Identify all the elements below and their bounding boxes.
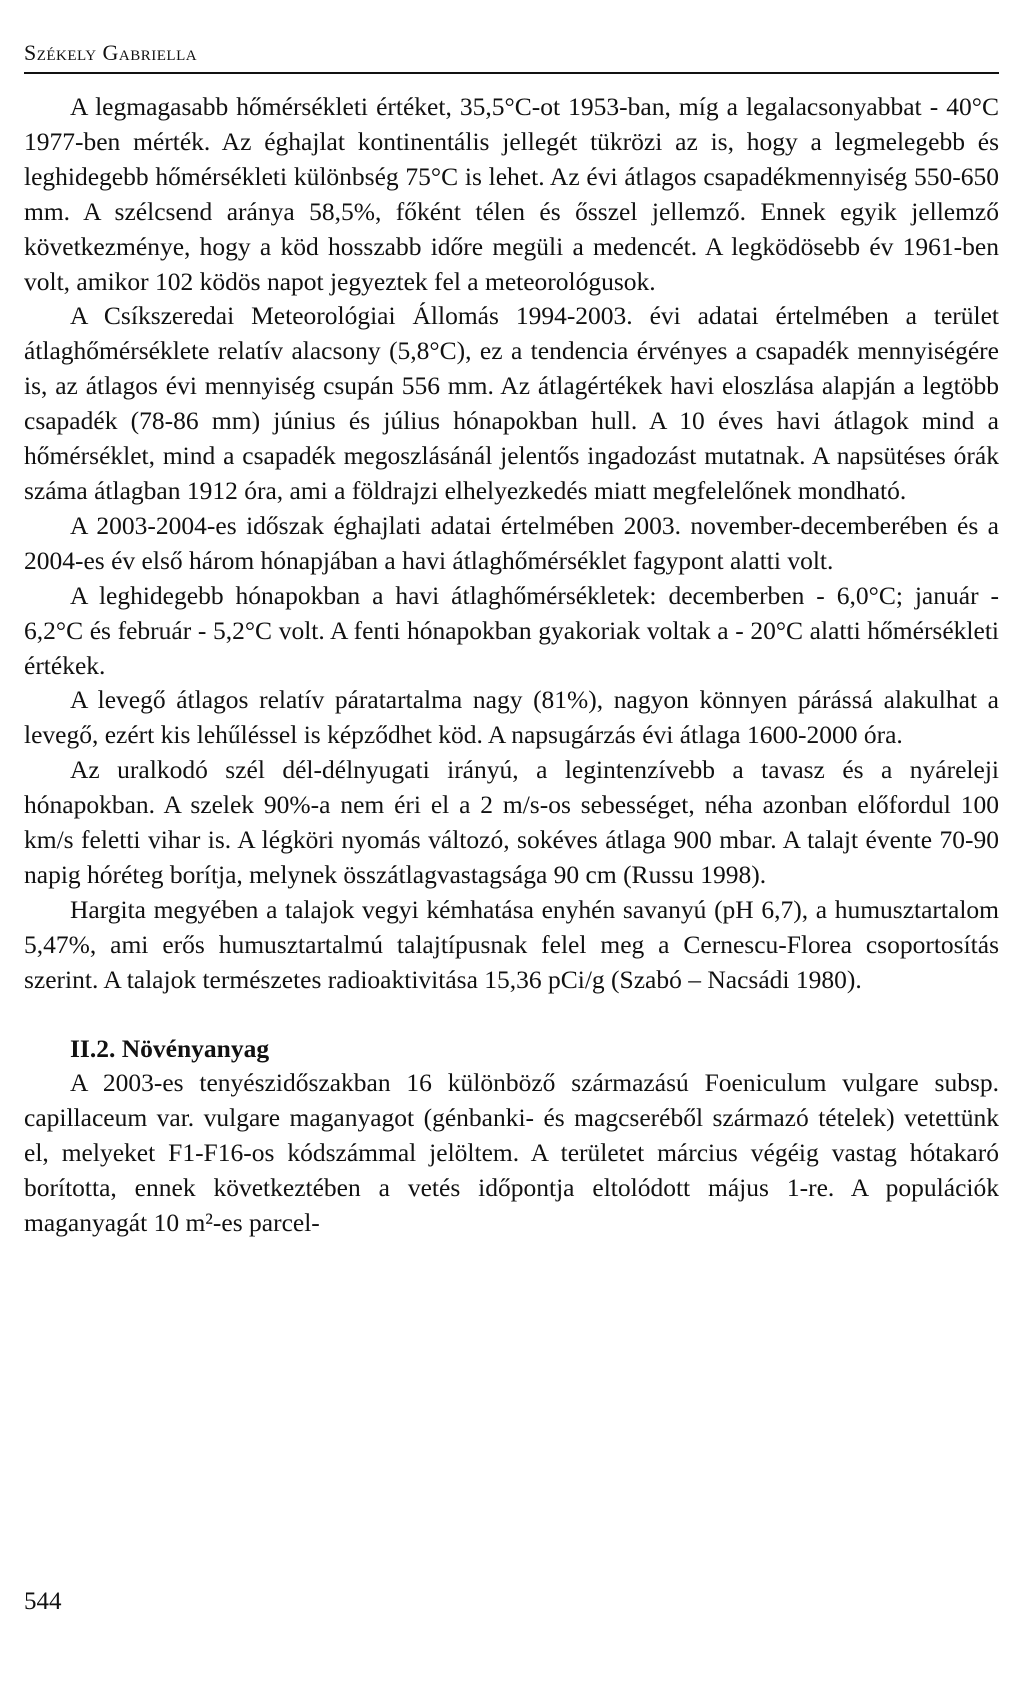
paragraph: A legmagasabb hőmérsékleti értéket, 35,5°C-ot 1953-ban, míg a legalacsonyabbat - 40°C 1977-ben mérték. Az éghajlat kontinentális jellegét tükrözi az is, hogy a legmelegebb és leghidegebb hőmérsékleti különbség 75°C is lehet. Az évi átlagos csapadékmennyiség 550-650 mm. A szélcsend aránya 58,5%, főként télen és ősszel jellemző. Ennek egyik jellemző következménye, hogy a köd hosszabb időre megüli a medencét. A legködösebb év 1961-ben volt, amikor 102 ködös napot jegyeztek fel a meteorológusok.: [24, 92, 999, 296]
paragraph: A 2003-es tenyészidőszakban 16 különböző származású Foeniculum vulgare subsp. capillaceum var. vulgare maganyagot (génbanki- és magcseréből származó tételek) vetettünk el, melyeket F1-F16-os kódszámmal jelöltem. A területet március végéig vastag hótakaró borította, ennek következtében a vetés időpontja eltolódott május 1-re. A populációk maganyagát 10 m²-es parcel-: [24, 1068, 999, 1238]
page-number: 544: [24, 1588, 62, 1615]
running-head: Székely Gabriella: [24, 40, 198, 65]
paragraph: A leghidegebb hónapokban a havi átlaghőmérsékletek: decemberben - 6,0°C; január - 6,2°C és február - 5,2°C volt. A fenti hónapokban gyakoriak voltak a - 20°C alatti hőmérsékleti értékek.: [24, 580, 999, 680]
body-text: [24, 90, 999, 1241]
paragraph: A Csíkszeredai Meteorológiai Állomás 1994-2003. évi adatai értelmében a terület átlaghőmérséklete relatív alacsony (5,8°C), ez a tendencia érvényes a csapadék mennyiségére is, az átlagos évi mennyiség csupán 556 mm. Az átlagértékek havi eloszlása alapján a legtöbb csapadék (78-86 mm) június és július hónapokban hull. A 10 éves havi átlagok mind a hőmérséklet, mind a csapadék megoszlásánál jelentős ingadozást mutatnak. A napsütéses órák száma átlagban 1912 óra, ami a földrajzi elhelyezkedés miatt megfelelőnek mondható.: [24, 301, 999, 505]
section-spacer: [24, 998, 999, 1032]
paragraph: A levegő átlagos relatív páratartalma nagy (81%), nagyon könnyen párássá alakulhat a levegő, ezért kis lehűléssel is képződhet köd. A napsugárzás évi átlaga 1600-2000 óra.: [24, 685, 999, 750]
paragraph: Az uralkodó szél dél-délnyugati irányú, a legintenzívebb a tavasz és a nyáreleji hónapokban. A szelek 90%-a nem éri el a 2 m/s-os sebességet, néha azonban előfordul 100 km/s feletti vihar is. A légköri nyomás változó, sokéves átlaga 900 mbar. A talajt évente 70-90 napig hóréteg borítja, melynek összátlagvastagsága 90 cm (Russu 1998).: [24, 755, 999, 889]
paragraph: Hargita megyében a talajok vegyi kémhatása enyhén savanyú (pH 6,7), a humusztartalom 5,47%, ami erős humusztartalmú talajtípusnak felel meg a Cernescu-Florea csoportosítás szerint. A talajok természetes radioaktivitása 15,36 pCi/g (Szabó – Nacsádi 1980).: [24, 894, 999, 994]
paragraph: A 2003-2004-es időszak éghajlati adatai értelmében 2003. november-decemberében és a 2004-es év első három hónapjában a havi átlaghőmérséklet fagypont alatti volt.: [24, 510, 999, 575]
header-rule: [24, 72, 999, 74]
section-heading: II.2. Növényanyag: [70, 1033, 270, 1063]
page-header: [24, 40, 999, 74]
